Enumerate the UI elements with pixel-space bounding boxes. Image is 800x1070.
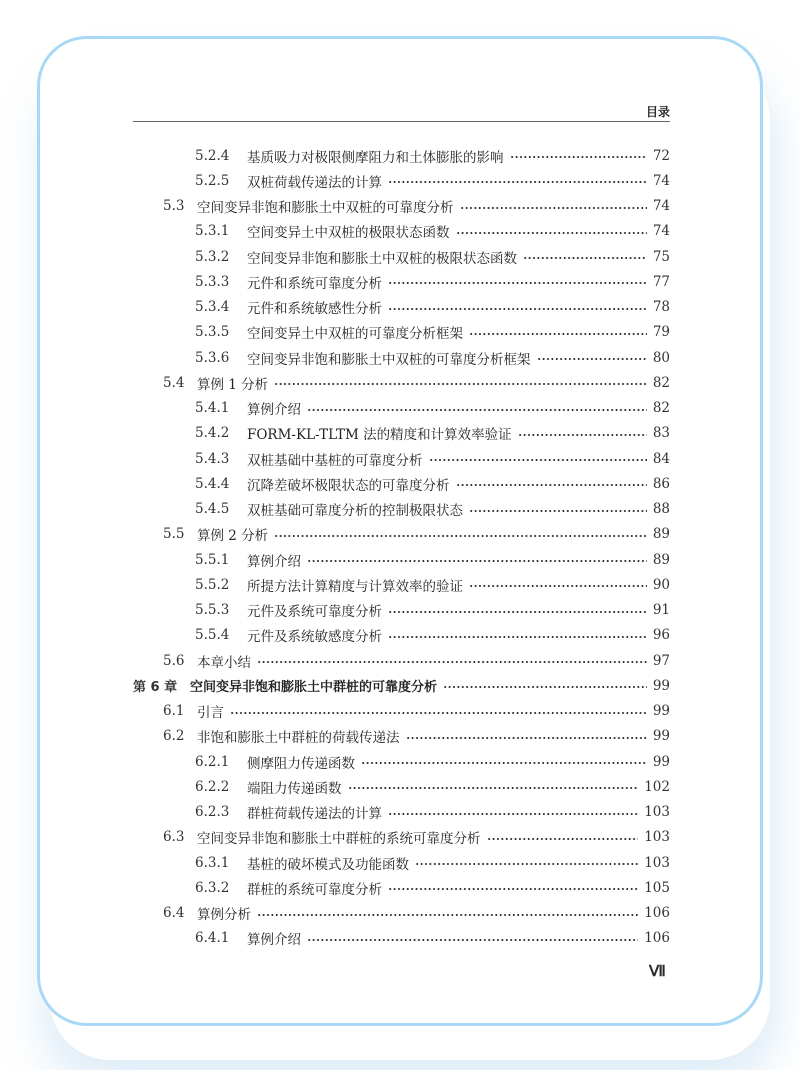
entry-title: 空间变异非饱和膨胀土中双桩的极限状态函数 <box>247 250 517 267</box>
entry-number: 5.5.3 <box>195 602 230 619</box>
toc-entry[interactable] <box>133 648 670 673</box>
toc-entry[interactable] <box>133 446 670 471</box>
entry-number: 5.4.4 <box>195 475 230 492</box>
dot-leader <box>307 560 647 562</box>
entry-title: 本章小结 <box>197 654 251 671</box>
toc-entry[interactable] <box>133 926 670 951</box>
entry-title: 空间变异非饱和膨胀土中群桩的系统可靠度分析 <box>197 831 481 848</box>
entry-page: 82 <box>652 374 670 391</box>
entry-title: 双桩基础可靠度分析的控制极限状态 <box>247 503 463 520</box>
entry-title: 空间变异非饱和膨胀土中群桩的可靠度分析 <box>190 680 438 696</box>
entry-title: 双桩荷载传递法的计算 <box>247 174 382 191</box>
dot-leader <box>388 181 647 183</box>
entry-page: 106 <box>644 930 670 947</box>
toc-entry[interactable] <box>133 471 670 496</box>
dot-leader <box>456 484 647 486</box>
entry-title: 元件和系统可靠度分析 <box>247 275 382 292</box>
entry-page: 79 <box>652 324 670 341</box>
entry-page: 74 <box>652 172 670 189</box>
entry-number: 5.6 <box>163 652 185 669</box>
entry-title: 元件和系统敏感性分析 <box>247 301 382 318</box>
toc-entry[interactable] <box>133 825 670 850</box>
dot-leader <box>257 914 638 916</box>
entry-title: 元件及系统敏感度分析 <box>247 629 382 646</box>
entry-page: 88 <box>652 501 670 518</box>
toc-entry[interactable] <box>133 572 670 597</box>
entry-number: 5.3.2 <box>195 248 230 265</box>
dot-leader <box>456 232 647 234</box>
entry-page: 89 <box>652 526 670 543</box>
dot-leader <box>388 888 638 890</box>
toc-entry[interactable] <box>133 497 670 522</box>
entry-page: 103 <box>644 829 670 846</box>
entry-number: 5.3.6 <box>195 349 230 366</box>
entry-page: 74 <box>652 223 670 240</box>
dot-leader <box>307 409 647 411</box>
entry-page: 105 <box>644 879 670 896</box>
dot-leader <box>443 686 647 688</box>
toc-entry[interactable] <box>133 194 670 219</box>
toc-entry[interactable] <box>133 774 670 799</box>
toc-entry[interactable] <box>133 370 670 395</box>
entry-number: 6.3 <box>163 829 185 846</box>
header-rule <box>133 121 670 122</box>
toc-entry[interactable] <box>133 547 670 572</box>
entry-page: 103 <box>644 804 670 821</box>
entry-number: 6.1 <box>163 703 185 720</box>
toc-entry[interactable] <box>133 598 670 623</box>
entry-number: 6.2.1 <box>195 753 230 770</box>
entry-title: 空间变异非饱和膨胀土中双桩的可靠度分析框架 <box>247 351 531 368</box>
entry-page: 91 <box>652 602 670 619</box>
entry-title: 非饱和膨胀土中群桩的荷载传递法 <box>197 730 400 747</box>
entry-page: 99 <box>652 703 670 720</box>
entry-page: 99 <box>652 728 670 745</box>
entry-page: 99 <box>652 677 670 694</box>
entry-title: 端阻力传递函数 <box>247 780 342 797</box>
toc-entry[interactable] <box>133 875 670 900</box>
entry-number: 6.4.1 <box>195 930 230 947</box>
entry-number: 6.2.2 <box>195 778 230 795</box>
entry-page: 106 <box>644 905 670 922</box>
entry-number: 5.3.3 <box>195 273 230 290</box>
toc-entry[interactable] <box>133 396 670 421</box>
entry-page: 72 <box>652 147 670 164</box>
entry-title: 算例介绍 <box>247 402 301 419</box>
entry-title: FORM-KL-TLTM 法的精度和计算效率验证 <box>247 427 512 444</box>
dot-leader <box>230 712 647 714</box>
entry-title: 算例介绍 <box>247 932 301 949</box>
entry-number: 5.5.1 <box>195 551 230 568</box>
entry-title: 元件及系统可靠度分析 <box>247 604 382 621</box>
entry-page: 74 <box>652 198 670 215</box>
dot-leader <box>348 787 639 789</box>
dot-leader <box>469 585 647 587</box>
toc-entry[interactable] <box>133 623 670 648</box>
entry-title: 所提方法计算精度与计算效率的验证 <box>247 578 463 595</box>
entry-page: 96 <box>652 627 670 644</box>
entry-number: 5.5.2 <box>195 576 230 593</box>
page-number: Ⅶ <box>649 964 664 980</box>
entry-number: 5.5.4 <box>195 627 230 644</box>
dot-leader <box>257 661 647 663</box>
entry-page: 83 <box>652 425 670 442</box>
entry-number: 5.4.5 <box>195 501 230 518</box>
entry-page: 103 <box>644 854 670 871</box>
running-header: 目录 <box>645 105 670 119</box>
toc-entry[interactable] <box>133 345 670 370</box>
entry-number: 5.4.1 <box>195 400 230 417</box>
toc-entry[interactable] <box>133 901 670 926</box>
entry-title: 沉降差破坏极限状态的可靠度分析 <box>247 477 450 494</box>
dot-leader <box>487 838 639 840</box>
entry-title: 群桩荷载传递法的计算 <box>247 806 382 823</box>
entry-page: 78 <box>652 299 670 316</box>
toc-entry[interactable] <box>133 168 670 193</box>
toc-entry[interactable] <box>133 269 670 294</box>
entry-title: 引言 <box>197 705 224 722</box>
entry-number: 5.2.5 <box>195 172 230 189</box>
dot-leader <box>460 207 647 209</box>
entry-number: 6.2.3 <box>195 804 230 821</box>
entry-number: 6.3.1 <box>195 854 230 871</box>
toc-entry[interactable] <box>133 522 670 547</box>
entry-page: 97 <box>652 652 670 669</box>
entry-title: 算例 1 分析 <box>197 376 269 393</box>
entry-page: 77 <box>652 273 670 290</box>
entry-number: 5.4.2 <box>195 425 230 442</box>
toc-entry[interactable] <box>133 219 670 244</box>
entry-page: 84 <box>652 450 670 467</box>
dot-leader <box>518 434 647 436</box>
table-of-contents <box>133 143 670 951</box>
dot-leader <box>469 510 647 512</box>
dot-leader <box>429 459 647 461</box>
entry-page: 82 <box>652 400 670 417</box>
toc-entry[interactable] <box>133 749 670 774</box>
entry-title: 算例介绍 <box>247 553 301 570</box>
toc-chapter-entry[interactable] <box>133 673 670 698</box>
entry-number: 5.2.4 <box>195 147 230 164</box>
dot-leader <box>307 939 638 941</box>
toc-entry[interactable] <box>133 421 670 446</box>
dot-leader <box>388 813 638 815</box>
entry-number: 5.4.3 <box>195 450 230 467</box>
entry-number: 5.5 <box>163 526 185 543</box>
toc-entry[interactable] <box>133 295 670 320</box>
dot-leader <box>388 611 647 613</box>
entry-number: 5.4 <box>163 374 185 391</box>
dot-leader <box>510 156 647 158</box>
entry-number: 5.3.4 <box>195 299 230 316</box>
entry-page: 102 <box>644 778 670 795</box>
dot-leader <box>537 358 647 360</box>
entry-title: 空间变异土中双桩的极限状态函数 <box>247 225 450 242</box>
dot-leader <box>469 333 647 335</box>
dot-leader <box>523 257 647 259</box>
entry-page: 75 <box>652 248 670 265</box>
dot-leader <box>274 383 647 385</box>
entry-title: 基桩的破坏模式及功能函数 <box>247 856 409 873</box>
entry-page: 89 <box>652 551 670 568</box>
dot-leader <box>388 308 647 310</box>
entry-title: 基质吸力对极限侧摩阻力和土体膨胀的影响 <box>247 149 504 166</box>
entry-title: 双桩基础中基桩的可靠度分析 <box>247 452 423 469</box>
entry-title: 群桩的系统可靠度分析 <box>247 881 382 898</box>
entry-title: 空间变异土中双桩的可靠度分析框架 <box>247 326 463 343</box>
dot-leader <box>361 762 647 764</box>
entry-title: 侧摩阻力传递函数 <box>247 755 355 772</box>
entry-number: 5.3.1 <box>195 223 230 240</box>
entry-number: 第 6 章 <box>133 680 178 696</box>
toc-entry[interactable] <box>133 850 670 875</box>
dot-leader <box>415 863 638 865</box>
entry-page: 90 <box>652 576 670 593</box>
dot-leader <box>274 535 647 537</box>
entry-number: 6.2 <box>163 728 185 745</box>
entry-number: 5.3.5 <box>195 324 230 341</box>
dot-leader <box>388 282 647 284</box>
entry-number: 6.3.2 <box>195 879 230 896</box>
entry-page: 86 <box>652 475 670 492</box>
entry-number: 5.3 <box>163 198 185 215</box>
dot-leader <box>388 636 647 638</box>
entry-title: 空间变异非饱和膨胀土中双桩的可靠度分析 <box>197 200 454 217</box>
entry-title: 算例 2 分析 <box>197 528 269 545</box>
toc-entry[interactable] <box>133 244 670 269</box>
entry-number: 6.4 <box>163 905 185 922</box>
toc-entry[interactable] <box>133 699 670 724</box>
entry-title: 算例分析 <box>197 907 251 924</box>
toc-entry[interactable] <box>133 800 670 825</box>
dot-leader <box>406 737 647 739</box>
toc-entry[interactable] <box>133 143 670 168</box>
entry-page: 80 <box>652 349 670 366</box>
toc-entry[interactable] <box>133 320 670 345</box>
entry-page: 99 <box>652 753 670 770</box>
toc-entry[interactable] <box>133 724 670 749</box>
